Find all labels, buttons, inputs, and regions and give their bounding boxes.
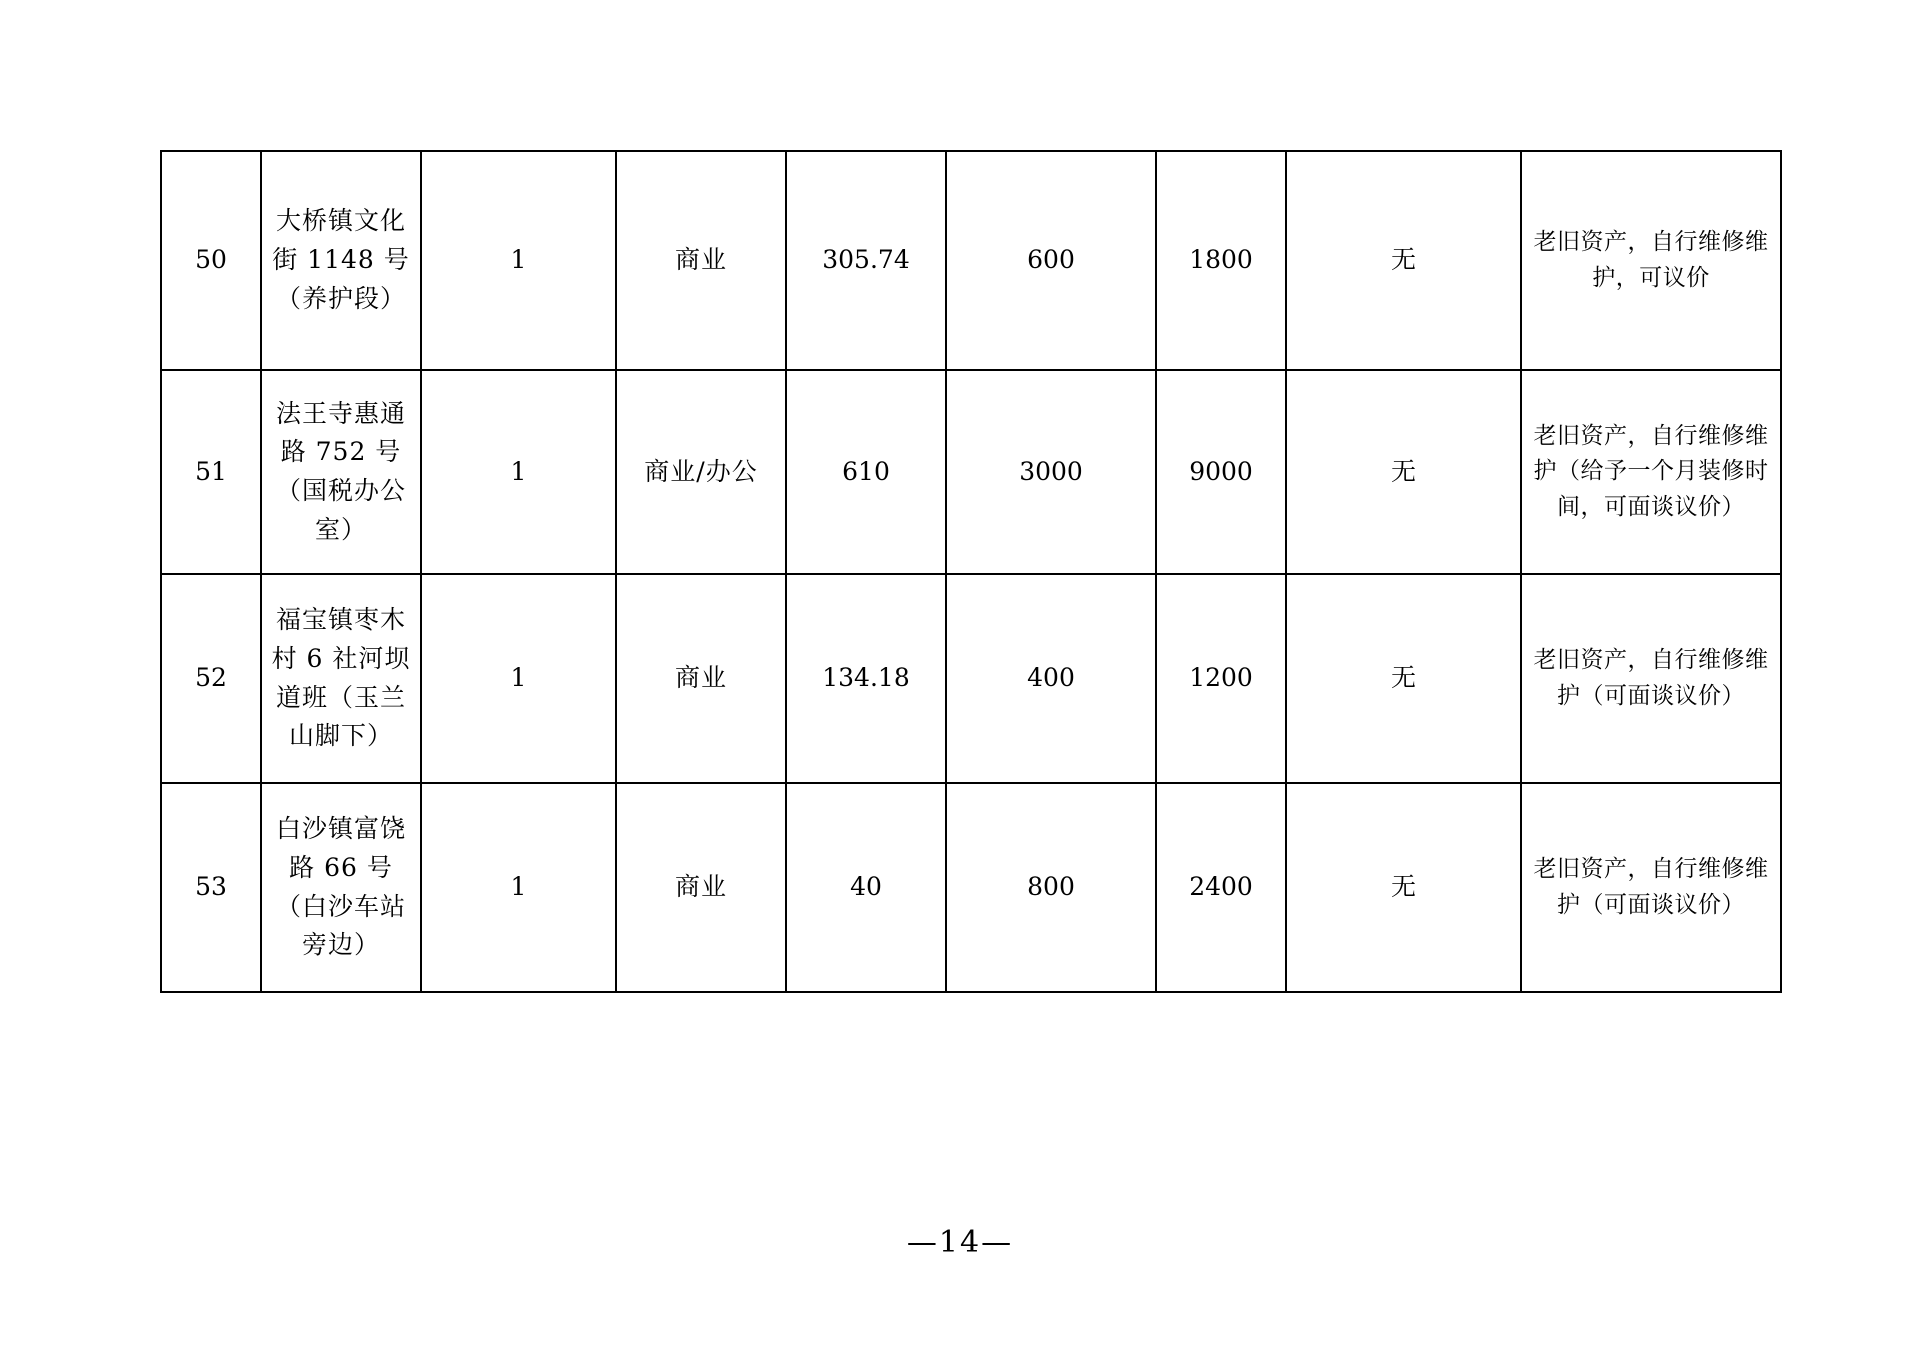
- row-index: 51: [161, 370, 261, 574]
- row-usage: 商业: [616, 151, 786, 370]
- row-unit-price: 800: [946, 783, 1156, 992]
- row-quantity: 1: [421, 370, 616, 574]
- row-unit-price: 400: [946, 574, 1156, 783]
- row-note: 老旧资产，自行维修维护（给予一个月装修时间，可面谈议价）: [1521, 370, 1781, 574]
- row-address: 大桥镇文化街 1148 号（养护段）: [261, 151, 421, 370]
- row-total: 1200: [1156, 574, 1286, 783]
- table-row: [161, 574, 1781, 783]
- row-index: 50: [161, 151, 261, 370]
- row-area: 40: [786, 783, 946, 992]
- row-encumbrance: 无: [1286, 370, 1521, 574]
- row-encumbrance: 无: [1286, 151, 1521, 370]
- row-note: 老旧资产，自行维修维护，可议价: [1521, 151, 1781, 370]
- row-encumbrance: 无: [1286, 783, 1521, 992]
- row-unit-price: 3000: [946, 370, 1156, 574]
- table-row: [161, 370, 1781, 574]
- row-note: 老旧资产，自行维修维护（可面谈议价）: [1521, 574, 1781, 783]
- row-usage: 商业: [616, 783, 786, 992]
- row-area: 134.18: [786, 574, 946, 783]
- row-total: 9000: [1156, 370, 1286, 574]
- page-number: —14—: [906, 1225, 1014, 1260]
- row-area: 610: [786, 370, 946, 574]
- row-quantity: 1: [421, 574, 616, 783]
- row-quantity: 1: [421, 783, 616, 992]
- row-index: 53: [161, 783, 261, 992]
- row-quantity: 1: [421, 151, 616, 370]
- row-usage: 商业: [616, 574, 786, 783]
- asset-table-container: [160, 150, 1780, 993]
- row-address: 福宝镇枣木村 6 社河坝道班（玉兰山脚下）: [261, 574, 421, 783]
- row-note: 老旧资产，自行维修维护（可面谈议价）: [1521, 783, 1781, 992]
- row-area: 305.74: [786, 151, 946, 370]
- row-address: 白沙镇富饶路 66 号（白沙车站旁边）: [261, 783, 421, 992]
- row-unit-price: 600: [946, 151, 1156, 370]
- table-row: [161, 783, 1781, 992]
- row-index: 52: [161, 574, 261, 783]
- table-row: [161, 151, 1781, 370]
- row-encumbrance: 无: [1286, 574, 1521, 783]
- row-address: 法王寺惠通路 752 号（国税办公室）: [261, 370, 421, 574]
- row-usage: 商业/办公: [616, 370, 786, 574]
- row-total: 1800: [1156, 151, 1286, 370]
- row-total: 2400: [1156, 783, 1286, 992]
- asset-table: [160, 150, 1782, 993]
